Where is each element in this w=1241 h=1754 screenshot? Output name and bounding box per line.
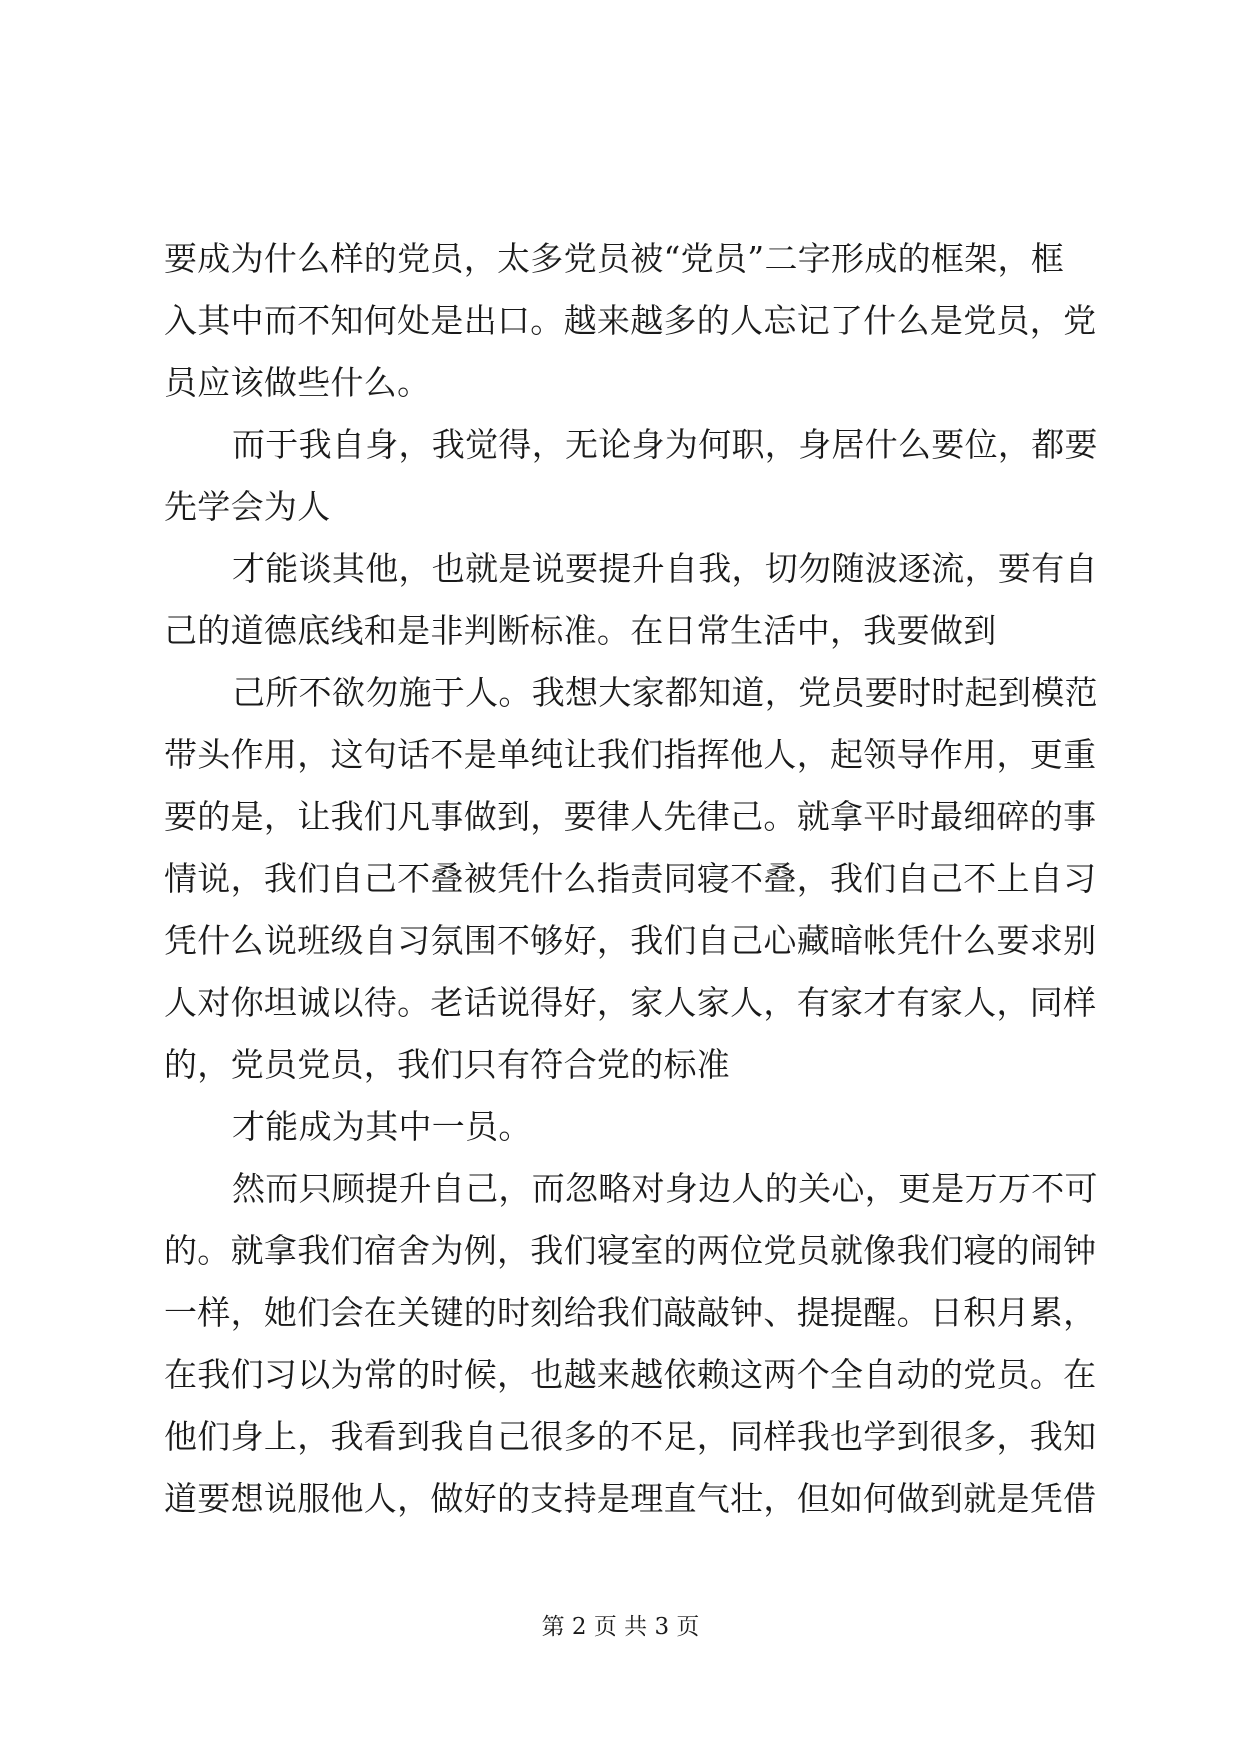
text-line: 情说，我们自己不叠被凭什么指责同寝不叠，我们自己不上自习: [164, 859, 1097, 898]
text-line: 要的是，让我们凡事做到，要律人先律己。就拿平时最细碎的事: [164, 797, 1097, 836]
text-line: 带头作用，这句话不是单纯让我们指挥他人，起领导作用，更重: [164, 735, 1097, 774]
text-line: 才能谈其他，也就是说要提升自我，切勿随波逐流，要有自: [232, 549, 1098, 588]
text-line: 先学会为人: [164, 487, 331, 526]
text-line: 员应该做些什么。: [164, 363, 431, 402]
text-line: 在我们习以为常的时候，也越来越依赖这两个全自动的党员。在: [164, 1355, 1097, 1394]
text-line: 才能成为其中一员。: [232, 1107, 532, 1146]
text-line: 凭什么说班级自习氛围不够好，我们自己心藏暗帐凭什么要求别: [164, 921, 1097, 960]
text-line: 而于我自身，我觉得，无论身为何职，身居什么要位，都要: [232, 425, 1098, 464]
text-line: 的。就拿我们宿舍为例，我们寝室的两位党员就像我们寝的闹钟: [164, 1231, 1097, 1270]
text-line: 的，党员党员，我们只有符合党的标准: [164, 1045, 731, 1084]
text-line: 要成为什么样的党员，太多党员被“党员”二字形成的框架，框: [164, 239, 1065, 278]
text-line: 入其中而不知何处是出口。越来越多的人忘记了什么是党员，党: [164, 301, 1097, 340]
document-body: [164, 228, 1098, 1530]
text-line: 一样，她们会在关键的时刻给我们敲敲钟、提提醒。日积月累，: [164, 1293, 1097, 1332]
text-line: 道要想说服他人，做好的支持是理直气壮，但如何做到就是凭借: [164, 1479, 1097, 1518]
text-line: 他们身上，我看到我自己很多的不足，同样我也学到很多，我知: [164, 1417, 1097, 1456]
text-line: 己所不欲勿施于人。我想大家都知道，党员要时时起到模范: [232, 673, 1098, 712]
text-line: 己的道德底线和是非判断标准。在日常生活中，我要做到: [164, 611, 997, 650]
page-footer: 第 2 页 共 3 页: [541, 1614, 700, 1640]
text-line: 人对你坦诚以待。老话说得好，家人家人，有家才有家人，同样: [164, 983, 1097, 1022]
text-line: 然而只顾提升自己，而忽略对身边人的关心，更是万万不可: [232, 1169, 1098, 1208]
